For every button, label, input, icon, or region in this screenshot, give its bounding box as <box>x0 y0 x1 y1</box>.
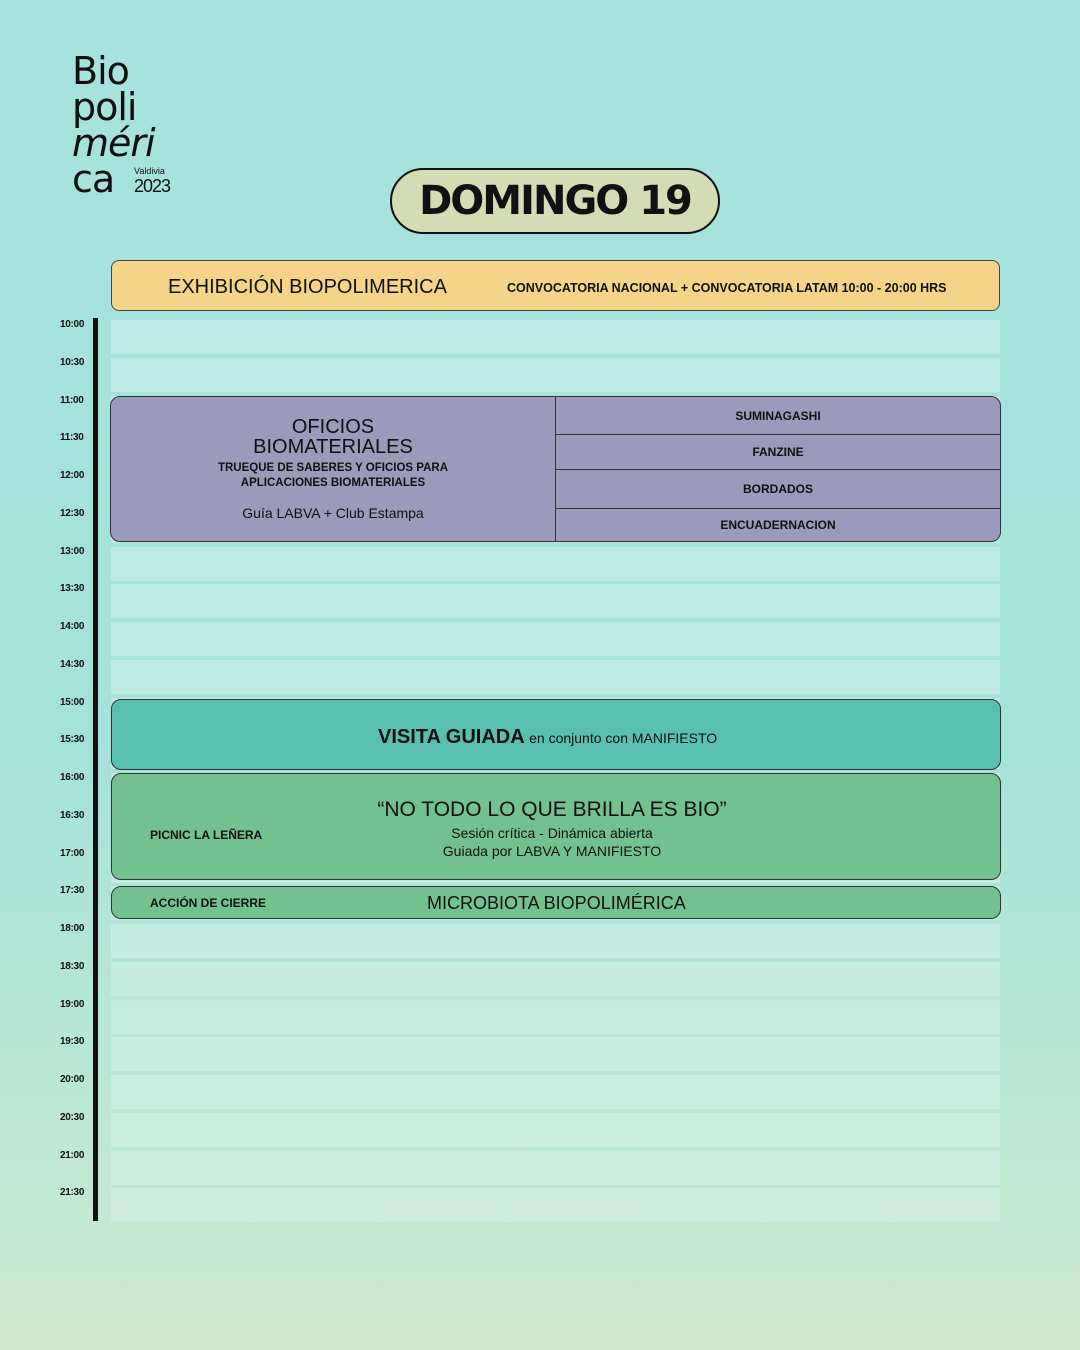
row-band <box>111 924 1000 958</box>
oficios-biomateriales-block <box>110 396 1001 542</box>
oficios-sub-1: TRUEQUE DE SABERES Y OFICIOS PARA <box>217 462 449 474</box>
time-label: 20:30 <box>60 1111 85 1123</box>
logo-line-3: méri <box>72 121 155 165</box>
row-band <box>111 622 1000 656</box>
time-label: 19:00 <box>60 998 85 1010</box>
exhibition-detail: CONVOCATORIA NACIONAL + CONVOCATORIA LATAM 10:00 - 20:00 HRS <box>507 281 947 295</box>
picnic-line-2: Guiada por LABVA Y MANIFIESTO <box>442 843 662 859</box>
time-label: 13:00 <box>60 545 85 557</box>
workshop-item: BORDADOS <box>556 469 1000 509</box>
row-band <box>111 1113 1000 1147</box>
oficios-workshops <box>555 397 1000 541</box>
timeline-axis <box>93 318 98 1221</box>
oficios-credit: Guía LABVA + Club Estampa <box>242 505 424 521</box>
cierre-title: MICROBIOTA BIOPOLIMÉRICA <box>427 893 686 913</box>
time-label: 17:30 <box>60 885 85 897</box>
time-label: 11:00 <box>60 394 84 406</box>
row-band <box>111 1000 1000 1034</box>
row-band <box>111 320 1000 354</box>
time-label: 16:30 <box>60 809 85 821</box>
oficios-sub-2: APLICACIONES BIOMATERIALES <box>240 477 426 489</box>
exhibition-title: EXHIBICIÓN BIOPOLIMERICA <box>168 276 447 298</box>
row-band <box>111 1151 1000 1185</box>
oficios-title-1: OFICIOS <box>291 416 375 438</box>
time-label: 14:00 <box>60 621 85 632</box>
time-label: 10:00 <box>60 319 85 330</box>
picnic-line-1: Sesión crítica - Dinámica abierta <box>451 825 653 841</box>
workshop-item: FANZINE <box>556 434 1000 470</box>
festival-logo <box>72 49 192 202</box>
time-label: 12:30 <box>60 507 85 519</box>
workshop-item: SUMINAGASHI <box>556 397 1000 435</box>
logo-line-2: poli <box>72 85 137 129</box>
cierre-label: ACCIÓN DE CIERRE <box>150 896 267 910</box>
row-band <box>111 1037 1000 1071</box>
day-title: DOMINGO 19 <box>390 168 720 234</box>
time-label: 18:00 <box>60 923 85 934</box>
visita-detail: en conjunto con MANIFIESTO <box>529 730 718 746</box>
time-label: 15:30 <box>60 734 85 746</box>
row-band <box>111 547 1000 581</box>
picnic-title: “NO TODO LO QUE BRILLA ES BIO” <box>377 798 727 821</box>
time-label: 20:00 <box>60 1074 85 1085</box>
time-label: 15:00 <box>60 696 85 708</box>
visita-title: VISITA GUIADA <box>378 726 525 748</box>
row-band <box>111 660 1000 694</box>
row-band <box>111 358 1000 392</box>
logo-city: Valdivia <box>134 166 165 176</box>
time-label: 14:30 <box>60 658 85 670</box>
logo-line-4: ca <box>72 157 115 201</box>
time-label: 13:30 <box>60 583 85 595</box>
row-band <box>111 584 1000 618</box>
time-label: 21:30 <box>60 1187 85 1199</box>
logo-year: 2023 <box>134 176 171 196</box>
time-label: 19:30 <box>60 1036 85 1048</box>
time-label: 18:30 <box>60 960 85 972</box>
logo-line-1: Bio <box>72 49 129 93</box>
time-label: 10:30 <box>60 356 85 368</box>
row-band <box>111 1188 1000 1222</box>
visita-guiada-block <box>111 699 1001 770</box>
picnic-block <box>111 773 1001 880</box>
oficios-info <box>111 397 555 541</box>
time-label: 12:00 <box>60 470 85 481</box>
time-label: 11:30 <box>60 432 84 444</box>
picnic-location: PICNIC LA LEÑERA <box>150 828 263 842</box>
row-band <box>111 962 1000 996</box>
time-label: 21:00 <box>60 1149 85 1161</box>
time-label: 16:00 <box>60 772 85 783</box>
time-label: 17:00 <box>60 847 85 859</box>
row-band <box>111 1075 1000 1109</box>
exhibition-banner <box>111 260 1000 311</box>
oficios-title-2: BIOMATERIALES <box>253 436 413 458</box>
cierre-block <box>111 886 1001 919</box>
workshop-item: ENCUADERNACION <box>720 518 836 532</box>
